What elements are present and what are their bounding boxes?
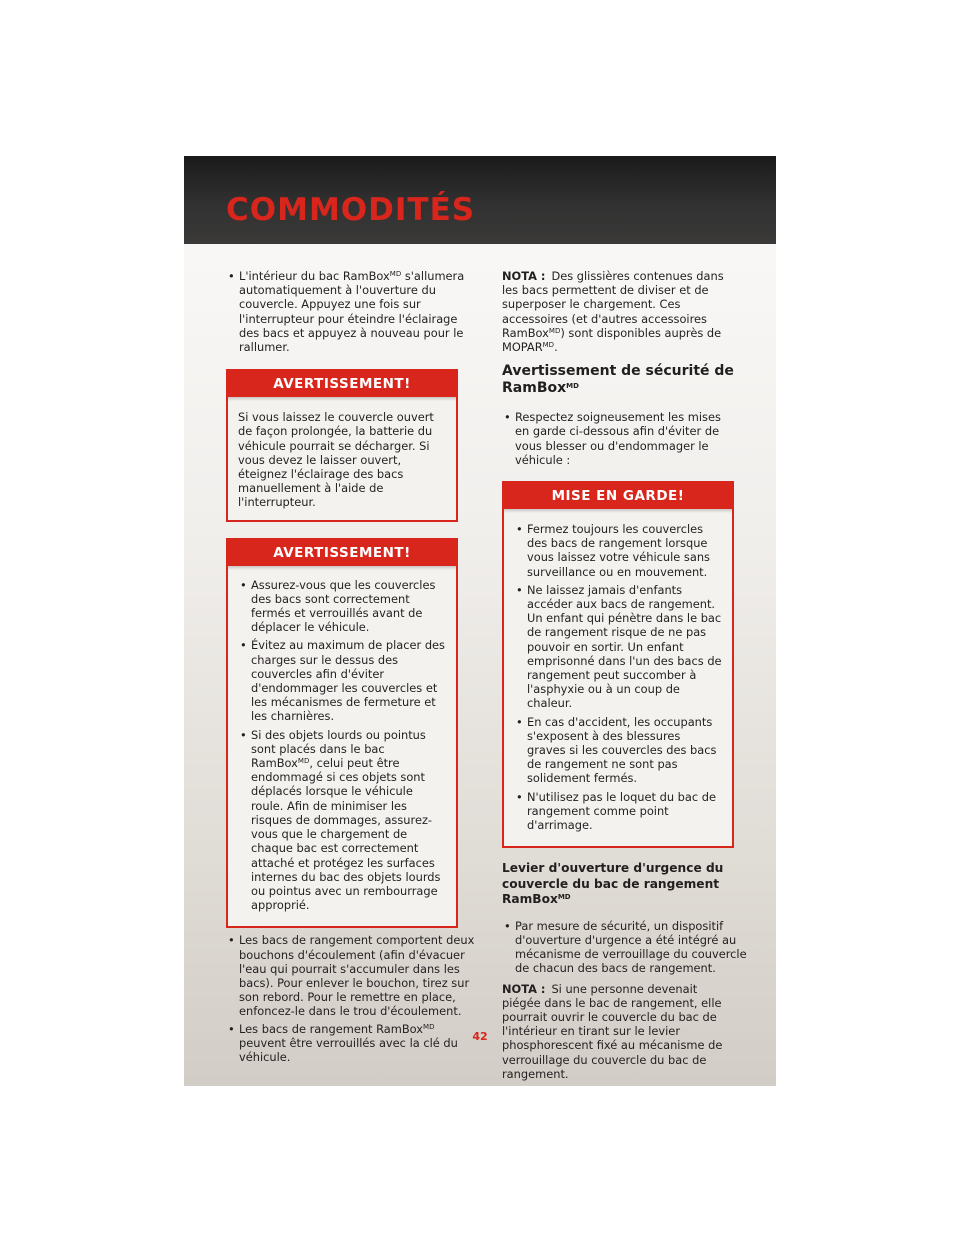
bullet-emergency-release: • Par mesure de sécurité, un dispositif d'ouverture d'urgence a été intégré au mécanisme de verrouillage du couvercle de chacun des bacs de rangement. [502,919,747,976]
page-number: 42 [472,1030,488,1043]
sup: MD [542,341,555,350]
bullet-safety-intro: • Respectez soigneusement les mises en garde ci-dessous afin d'éviter de vous blesser ou d'endommager le véhicule : [502,410,737,467]
sup: MD [389,270,402,278]
heading-safety-warning [502,363,734,397]
heading-emergency-release [502,861,728,908]
warning-body [228,397,456,519]
text: s'allumera automatiquement à l'ouverture du couvercle. Appuyez une fois sur l'interrupteur pour éteindre l'éclairage des bacs et appuyez à nouveau pour le rallumer. [239,269,465,355]
sup: MD [557,893,571,902]
warning-body [228,566,456,927]
text: Des glissières contenues dans les bacs permettent de diviser et de superposer le chargement. Ces accessoires (et d'autres accessoires RamBox [502,269,724,340]
caution-bullet: • Ne laissez jamais d'enfants accéder aux bacs de rangement. Un enfant qui pénètre dans le bac de rangement risque de ne pas pouvoir en sortir. Un enfant emprisonné dans l'un des bacs de rangement peut succomber à l'asphyxie ou à un coup de chaleur. [514,583,722,711]
warning-title: AVERTISSEMENT! [228,540,456,566]
text: . [554,340,558,355]
sup: MD [297,757,310,766]
warning-bullet: • Évitez au maximum de placer des charges sur le dessus des couvercles afin d'éviter d'endommager les couvercles et les mécanismes de fermeture et les charnières. [238,638,446,723]
text: Les bacs de rangement RamBox [239,1021,424,1036]
caution-body [504,509,732,846]
text: Avertissement de sécurité de RamBox [502,363,734,397]
right-column [502,269,776,1081]
sup: MD [423,1022,435,1031]
warning-box-lids [226,538,458,929]
text: peuvent être verrouillés avec la clé du véhicule. [239,1035,458,1064]
left-column [226,269,502,1067]
warning-bullet: • Assurez-vous que les couvercles des bacs sont correctement fermés et verrouillés avant de déplacer le véhicule. [238,578,446,635]
warning-title: AVERTISSEMENT! [228,371,456,397]
bullet-drain-plugs: • Les bacs de rangement comportent deux bouchons d'écoulement (afin d'évacuer l'eau qui pourrait s'accumuler dans les bacs). Pour enlever le bouchon, tirez sur son rebord. Pour le remettre en place, enfoncez-le dans le trou d'écoulement. [226,933,475,1018]
caution-bullet: • Fermez toujours les couvercles des bacs de rangement lorsque vous laissez votre véhicule sans surveillance ou en mouvement. [514,522,722,579]
caution-title: MISE EN GARDE! [504,483,732,509]
section-header [184,156,776,244]
sup: MD [566,382,579,391]
caution-box [502,481,734,848]
text: Si des objets lourds ou pointus sont placés dans le bac RamBox [251,727,426,771]
text: L'intérieur du bac RamBox [239,269,390,283]
nota-dividers [502,269,738,354]
sup: MD [548,326,561,335]
text: , celui peut être endommagé si ces objets sont déplacés lorsque le véhicule roule. Afin de minimiser les risques de dommages, assurez-vous que le chargement de chaque bac est correctement attaché et protégez les surfaces internes du bac des objets lourds ou pointus avec un rembourrage approprié. [251,756,441,913]
warning-text: Si vous laissez le couvercle ouvert de façon prolongée, la batterie du véhicule pourrait se décharger. Si vous devez le laisser ouvert, éteignez l'éclairage des bacs manuellement à l'aide de l'interrupteur. [238,410,434,510]
text: ) sont disponibles auprès de MOPAR [502,325,722,355]
warning-bullet [238,728,446,913]
bullet-interior-light [226,269,471,354]
section-title: COMMODITÉS [226,192,476,228]
text: Si une personne devenait piégée dans le bac de rangement, elle pourrait ouvrir le couvercle du bac de l'intérieur en tirant sur le levier phosphorescent fixé au mécanisme de verrouillage du couvercle du bac de rangement. [502,981,723,1081]
manual-page [184,156,776,1086]
caution-bullet: • En cas d'accident, les occupants s'exposent à des blessures graves si les couvercles des bacs de rangement ne sont pas solidement fermés. [514,715,722,786]
nota-label: NOTA : [502,981,546,996]
caution-bullet: • N'utilisez pas le loquet du bac de rangement comme point d'arrimage. [514,790,722,833]
text: Levier d'ouverture d'urgence du couvercle du bac de rangement RamBox [502,861,724,907]
nota-label: NOTA : [502,269,546,283]
warning-box-battery [226,369,458,521]
